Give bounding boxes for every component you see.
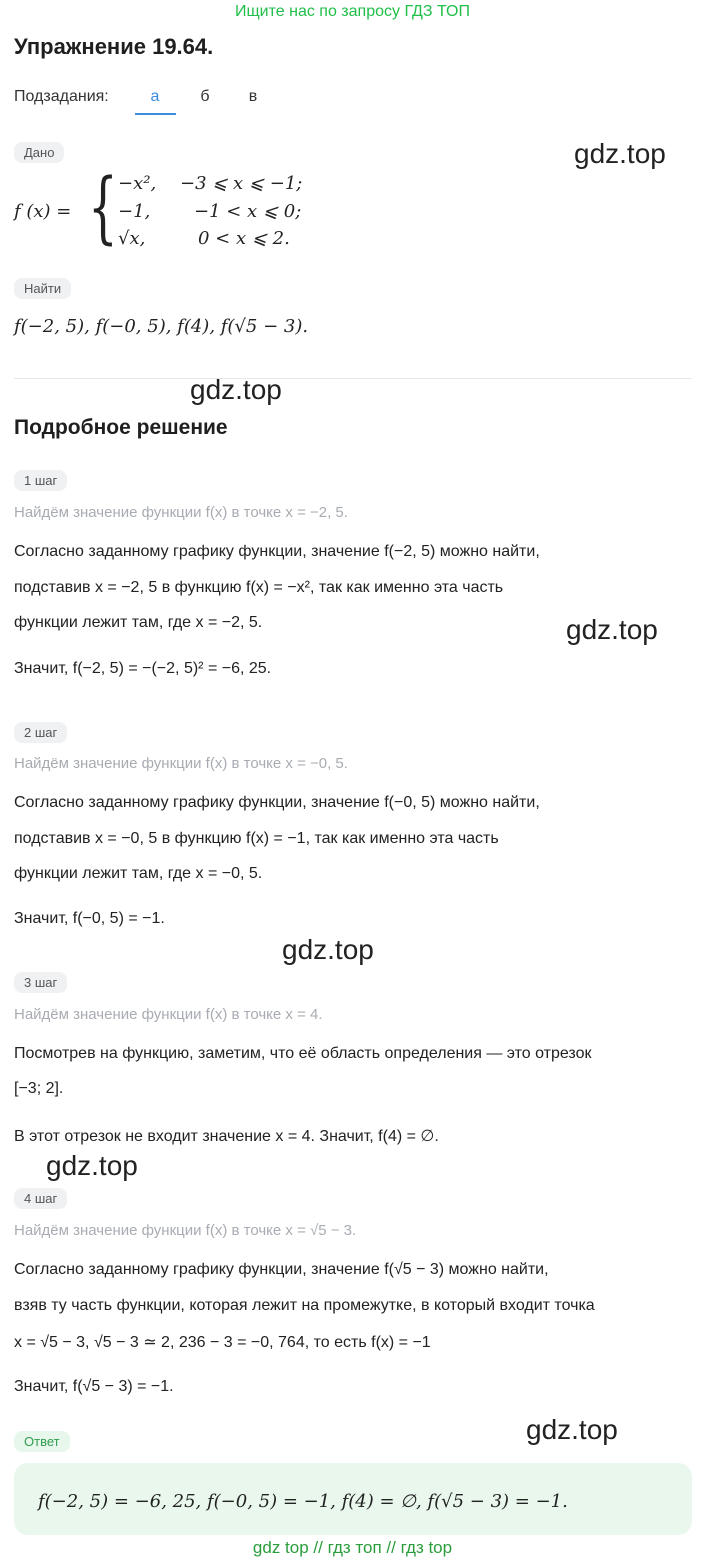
search-banner: Ищите нас по запросу ГДЗ ТОП	[235, 3, 470, 20]
step-hint: Найдём значение функции f(x) в точке x = −0, 5.	[14, 755, 348, 772]
step-line: Согласно заданному графику функции, значение f(−0, 5) можно найти,	[14, 794, 540, 811]
step-line: x = √5 − 3, √5 − 3 ≃ 2, 236 − 3 = −0, 764, то есть f(x) = −1	[14, 1334, 431, 1351]
page-title: Упражнение 19.64.	[14, 34, 214, 59]
solution-heading: Подробное решение	[14, 416, 228, 439]
step-line: взяв ту часть функции, которая лежит на промежутке, в который входит точка	[14, 1297, 595, 1314]
footer-links[interactable]: gdz top // гдз топ // гдз top	[252, 1538, 453, 1557]
case-expr: −x²,	[118, 173, 157, 194]
step-line: функции лежит там, где x = −2, 5.	[14, 614, 263, 631]
step-result: Значит, f(√5 − 3) = −1.	[14, 1378, 174, 1395]
step-line: Посмотрев на функцию, заметим, что её область определения — это отрезок	[14, 1045, 592, 1062]
step-hint: Найдём значение функции f(x) в точке x = 4.	[14, 1006, 323, 1023]
tab-b[interactable]: б	[200, 88, 210, 105]
step-result: Значит, f(−2, 5) = −(−2, 5)² = −6, 25.	[14, 660, 272, 677]
step-hint: Найдём значение функции f(x) в точке x = √5 − 3.	[14, 1222, 357, 1239]
case-condition: 0 < x ⩽ 2.	[198, 228, 290, 249]
step-line: Согласно заданному графику функции, значение f(√5 − 3) можно найти,	[14, 1261, 549, 1278]
answer-chip: Ответ	[14, 1431, 70, 1452]
piecewise-brace: {	[88, 163, 118, 253]
step-chip: 1 шаг	[14, 470, 67, 491]
case-condition: −1 < x ⩽ 0;	[194, 201, 302, 222]
step-line: [−3; 2].	[14, 1080, 64, 1097]
step-line: Согласно заданному графику функции, значение f(−2, 5) можно найти,	[14, 543, 540, 560]
watermark: gdz.top	[526, 1414, 618, 1445]
find-expression: f(−2, 5), f(−0, 5), f(4), f(√5 − 3).	[14, 316, 309, 337]
active-tab-indicator	[135, 113, 176, 115]
find-chip: Найти	[14, 278, 71, 299]
case-condition: −3 ⩽ x ⩽ −1;	[180, 173, 303, 194]
subtasks-label: Подзадания:	[14, 88, 109, 105]
step-chip: 3 шаг	[14, 972, 67, 993]
step-result: Значит, f(−0, 5) = −1.	[14, 910, 165, 927]
tab-a[interactable]: а	[150, 88, 160, 105]
answer-text: f(−2, 5) = −6, 25, f(−0, 5) = −1, f(4) = ∅, f(√5 − 3) = −1.	[38, 1491, 568, 1512]
given-chip: Дано	[14, 142, 64, 163]
watermark: gdz.top	[574, 138, 666, 169]
step-line: функции лежит там, где x = −0, 5.	[14, 865, 263, 882]
step-chip: 2 шаг	[14, 722, 67, 743]
divider	[14, 378, 692, 379]
step-hint: Найдём значение функции f(x) в точке x = −2, 5.	[14, 504, 348, 521]
case-expr: −1,	[118, 201, 151, 222]
step-line: подставив x = −2, 5 в функцию f(x) = −x², так как именно эта часть	[14, 579, 504, 596]
watermark: gdz.top	[566, 614, 658, 645]
step-line: подставив x = −0, 5 в функцию f(x) = −1, так как именно эта часть	[14, 830, 499, 847]
step-result: В этот отрезок не входит значение x = 4. Значит, f(4) = ∅.	[14, 1128, 439, 1145]
tab-v[interactable]: в	[248, 88, 258, 105]
watermark: gdz.top	[46, 1150, 138, 1181]
watermark: gdz.top	[282, 934, 374, 965]
function-lhs: f (x) =	[14, 201, 72, 222]
watermark: gdz.top	[190, 374, 282, 405]
step-chip: 4 шаг	[14, 1188, 67, 1209]
case-expr: √x,	[118, 228, 146, 249]
